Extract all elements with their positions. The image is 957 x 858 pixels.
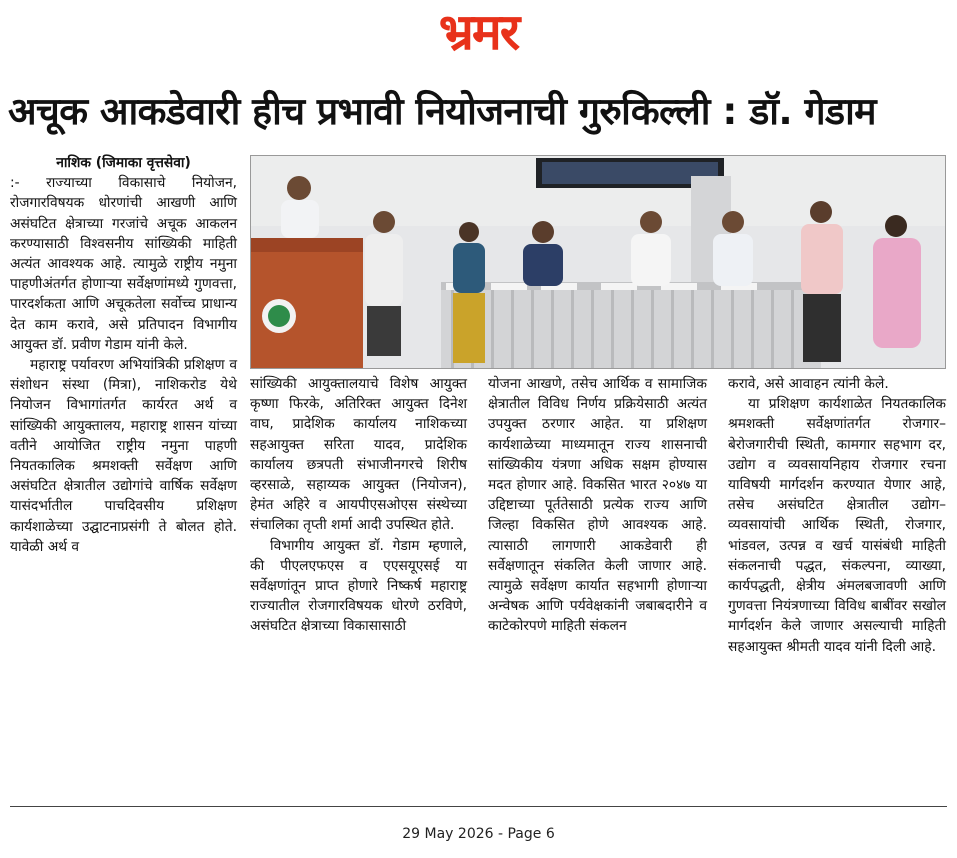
page-footer: 29 May 2026 - Page 6 xyxy=(402,826,555,842)
newspaper-logo: भ्रमर xyxy=(438,3,519,61)
event-photo xyxy=(250,155,946,369)
article-paragraph: :- राज्याच्या विकासाचे नियोजन, रोजगारविषयक धोरणांची आखणी आणि असंघटित क्षेत्राच्या गरजांचे अचूक आकलन करण्यासाठी विश्वसनीय सांख्यिकी माहिती अत्यंत आवश्यक आहे. त्यामुळे राष्ट्रीय नमुना पाहणीअंतर्गत होणाऱ्या सर्वेक्षणांमध्ये गुणवत्ता, पारदर्शकता आणि अचूकतेला सर्वोच्च प्राधान्य देत काम करावे, असे प्रतिपादन विभागीय आयुक्त डॉ. प्रवीण गेडाम यांनी केले. xyxy=(10,175,237,353)
event-photo-illustration xyxy=(251,156,945,368)
article-column-2 xyxy=(250,374,467,637)
article-paragraph: करावे, असे आवाहन त्यांनी केले. xyxy=(728,376,889,392)
article-paragraph: महाराष्ट्र पर्यावरण अभियांत्रिकी प्रशिक्षण व संशोधन संस्था (मित्रा), नाशिकरोड येथे नियोजन विभागांतर्गत कार्यरत अर्थ व सांख्यिकी आयुक्तालय, महाराष्ट्र शासन यांच्या वतीने आयोजित राष्ट्रीय नमुना पाहणी नियतकालिक श्रमशक्ती सर्वेक्षण आणि असंघटित क्षेत्रातील उद्योगांचे वार्षिक सर्वेक्षण यासंदर्भातील पाचदिवसीय प्रशिक्षण कार्यशाळेच्या उद्घाटनाप्रसंगी ते बोलत होते. यावेळी अर्थ व xyxy=(10,357,237,555)
article-paragraph: या प्रशिक्षण कार्यशाळेत नियतकालिक श्रमशक्ती सर्वेक्षणांतर्गत रोजगार–बेरोजगारीची स्थिती, कामगार सहभाग दर, उद्योग व व्यवसायनिहाय रोजगार रचना याविषयी मार्गदर्शन करण्यात येणार आहे, तसेच असंघटित क्षेत्रातील उद्योग–व्यवसायांची आर्थिक स्थिती, रोजगार, भांडवल, उत्पन्न व खर्च यासंबंधी माहिती संकलनाची पद्धत, संकल्पना, व्याख्या, कार्यपद्धती, क्षेत्रीय अंमलबजावणी आणि गुणवत्ता नियंत्रणाच्या विविध बाबींवर सखोल मार्गदर्शन केले जाणार असल्याची माहिती सहआयुक्त श्रीमती यादव यांनी दिली आहे. xyxy=(728,396,946,655)
masthead xyxy=(0,0,957,66)
article-paragraph: सांख्यिकी आयुक्तालयाचे विशेष आयुक्त कृष्णा फिरके, अतिरिक्त आयुक्त दिनेश वाघ, प्रादेशिक कार्यालय नाशिकच्या सहआयुक्त सरिता यादव, प्रादेशिक कार्यालय छत्रपती संभाजीनगरचे शिरीष व्हरसाळे, सहाय्यक आयुक्त (नियोजन), हेमंत अहिरे व आयपीएसओएस संस्थेच्या संचालिका तृप्ती शर्मा आदी उपस्थित होते. xyxy=(250,376,467,534)
article-column-3 xyxy=(488,374,707,637)
article-paragraph: विभागीय आयुक्त डॉ. गेडाम म्हणाले, की पीएलएफएस व एएसयूएसई या सर्वेक्षणांतून प्राप्त होणारे निष्कर्ष महाराष्ट्र राज्यातील रोजगारविषयक धोरणे ठरविणे, असंघटित क्षेत्राच्या विकासासाठी xyxy=(250,537,467,635)
article-column-4 xyxy=(728,374,946,657)
article-dateline: नाशिक (जिमाका वृत्तसेवा) xyxy=(56,155,191,171)
article-column-1 xyxy=(10,153,237,557)
article-headline: अचूक आकडेवारी हीच प्रभावी नियोजनाची गुरुकिल्ली : डॉ. गेडाम xyxy=(8,89,877,133)
footer-divider xyxy=(10,806,947,807)
article-paragraph: योजना आखणे, तसेच आर्थिक व सामाजिक क्षेत्रातील विविध निर्णय प्रक्रियेसाठी अत्यंत उपयुक्त ठरणार आहेत. या प्रशिक्षण कार्यशाळेच्या माध्यमातून राज्य शासनाची सांख्यिकीय यंत्रणा अधिक सक्षम होण्यास मदत होणार आहे. विकसित भारत २०४७ या उद्दिष्टाच्या पूर्ततेसाठी प्रत्येक राज्य आणि जिल्हा विकसित होणे आवश्यक आहे. त्यासाठी लागणारी आकडेवारी ही सर्वेक्षणातून संकलित केली जाणार आहे. त्यामुळे सर्वेक्षण कार्यात सहभागी होणाऱ्या अन्वेषक आणि पर्यवेक्षकांनी जबाबदारीने व काटेकोरपणे माहिती संकलन xyxy=(488,376,707,635)
